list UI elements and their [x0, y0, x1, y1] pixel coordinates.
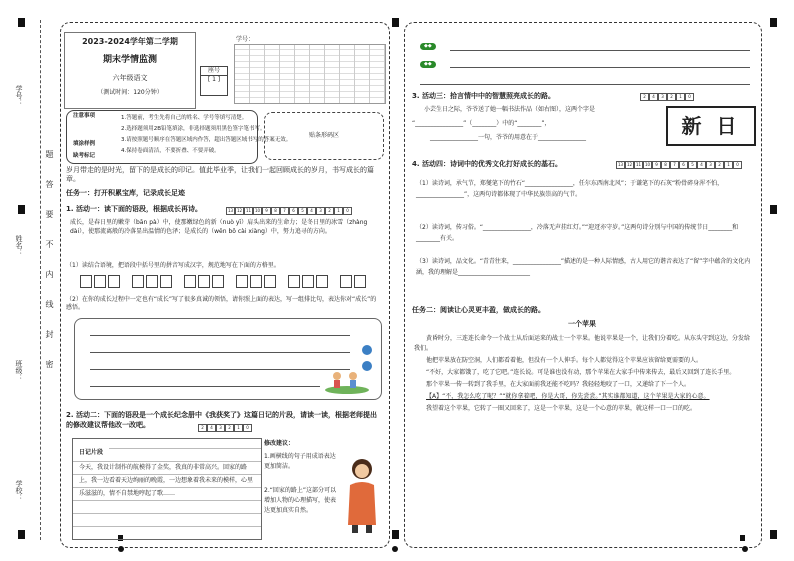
score-cell[interactable]: 8	[271, 207, 280, 215]
answer-cell[interactable]	[340, 275, 352, 288]
story-body	[414, 334, 752, 414]
exam-year-title: 2023-2024学年第二学期	[82, 37, 178, 46]
diary-text: 今天，我设计制作的航模得了金奖，我真的非常高兴。回家的路上，我一边看着天边绚丽的晚霞，一边想象着我未来的模样，心里乐滋滋的，情不自禁地哼起了歌……	[79, 464, 254, 497]
teacher-illustration	[342, 455, 382, 535]
score-cell[interactable]: 2	[325, 207, 334, 215]
score-cell[interactable]: 13	[617, 162, 624, 167]
calligraphy-text: 新 日	[681, 114, 741, 138]
score-cell[interactable]: 13	[227, 208, 234, 213]
q4-part-3: （3）读诗词，品文化。“青青往来，________________”描述的是一种人际情感，古人用它的谐音表达了“留”字中蕴含的文化内涵，我的理解是________________________	[416, 258, 751, 276]
example-label: 填涂样例	[73, 141, 96, 147]
story-paragraph: 他把苹果放在防空洞，人们都看着他，但没有一个人伸手。每个人都觉得这个苹果应该留给更需要的人。	[426, 357, 703, 364]
advice-2: 2.“回家的路上”这部分可以增加人物的心理描写，使表达更加真实自然。	[264, 487, 337, 514]
q1-score-strip[interactable]	[226, 207, 352, 215]
answer-cell[interactable]	[146, 275, 158, 288]
score-cell[interactable]: 5	[688, 161, 697, 169]
seat-box	[200, 66, 228, 96]
answer-cell[interactable]	[212, 275, 224, 288]
answer-cell[interactable]	[108, 275, 120, 288]
q3-text-3: ________________一句，爷爷的用意在于________________	[430, 134, 587, 141]
alignment-mark	[18, 530, 25, 539]
page-dot	[742, 546, 748, 552]
seal-label-5: 内	[45, 270, 54, 280]
answer-cell[interactable]	[288, 275, 300, 288]
answer-cell[interactable]	[302, 275, 314, 288]
alignment-mark	[770, 205, 777, 214]
score-cell[interactable]: 2	[715, 161, 724, 169]
task2-heading: 任务二：阅读让心灵更丰盈，做成长的路。	[412, 306, 545, 314]
score-cell[interactable]: 7	[670, 161, 679, 169]
alignment-mark	[770, 18, 777, 27]
score-cell[interactable]: 4	[697, 161, 706, 169]
id-grid-label: 学号：	[236, 36, 255, 43]
task1-heading: 任务一：打开积累宝库，记录成长足迹	[66, 189, 185, 197]
seal-label-4: 不	[45, 240, 54, 250]
score-cell[interactable]: 3	[316, 207, 325, 215]
q4-label: 4. 活动四：诗词中的优秀文化打好成长的基石。	[412, 160, 562, 168]
calligraphy-artwork	[666, 106, 756, 146]
badge-icon: ◆◆	[420, 43, 436, 50]
score-cell[interactable]: 0	[243, 424, 252, 432]
diary-answer-box[interactable]	[72, 438, 262, 540]
score-cell[interactable]: 11	[245, 208, 252, 213]
score-cell[interactable]: 10	[254, 208, 261, 213]
seal-label-1: 题	[45, 150, 54, 160]
seal-label-2: 答	[45, 180, 54, 190]
answer-cell[interactable]	[264, 275, 276, 288]
q1-sub1: （1）读结合语境，把语段中括号里的拼音写成汉字，规范地写在下面的方格里。	[66, 262, 280, 269]
q1-sub2: （2）在你的成长过程中一定也有“成长”写了很多真诚的领悟，请你照上面的表达，写一组排比句，表达你对“成长”的感悟。	[66, 296, 377, 311]
q4-score-strip[interactable]	[616, 161, 742, 169]
answer-cell[interactable]	[236, 275, 248, 288]
score-cell[interactable]: 10	[644, 162, 651, 167]
notes-box	[66, 110, 292, 164]
right-top-badges	[420, 42, 439, 50]
pinyin-answer-grid[interactable]	[80, 275, 366, 288]
score-cell[interactable]: 6	[289, 207, 298, 215]
alignment-mark	[18, 18, 25, 27]
answer-line[interactable]	[90, 352, 350, 353]
score-cell[interactable]: 4	[207, 424, 216, 432]
score-cell[interactable]: 0	[733, 161, 742, 169]
barcode-area	[264, 112, 384, 160]
class-label: 班级：	[15, 360, 23, 381]
story-paragraph: 我望着这个苹果，它转了一圈又回来了，这是一个苹果，这是一个心意的苹果，就这样一口一口的吃。	[426, 405, 697, 412]
score-cell[interactable]: 2	[640, 93, 649, 101]
seal-label-8: 密	[45, 360, 54, 370]
answer-line[interactable]	[90, 335, 350, 336]
score-cell[interactable]: 0	[343, 207, 352, 215]
alignment-mark	[392, 18, 399, 27]
badge-icon: ◆◆	[420, 61, 436, 68]
binding-dashed-line	[40, 20, 41, 540]
notes-title: 注意事项	[73, 113, 96, 119]
answer-cell[interactable]	[184, 275, 196, 288]
children-illustration	[325, 340, 375, 395]
q2-score-strip[interactable]	[198, 424, 252, 432]
alignment-mark	[770, 530, 777, 539]
advice-1: 1.画横线的句子用成语表达更加简洁。	[264, 453, 336, 470]
score-cell[interactable]: 4	[307, 207, 316, 215]
answer-cell[interactable]	[132, 275, 144, 288]
q3-text-2: “________________”（________）中的“________”，	[412, 120, 551, 127]
score-cell[interactable]: 2	[198, 424, 207, 432]
seat-label: 座号	[207, 67, 220, 74]
score-cell[interactable]: 1	[724, 161, 733, 169]
answer-cell[interactable]	[94, 275, 106, 288]
id-grid[interactable]	[234, 44, 386, 104]
score-cell[interactable]: 3	[706, 161, 715, 169]
story-paragraph: 黄昏时分，三连连长命令一个战士从后面运来的战士一个苹果。他说苹果是一个，让我们分着吃。从东头守到这边，分发给我们。	[414, 335, 751, 352]
story-paragraph-underlined: 【A】“不，我怎么吃了呢？”“就你拿着吧，你是大哥，你先尝尝。”其实谁都知道，这个苹果是大家的心意。	[426, 393, 710, 400]
page-dot	[118, 546, 124, 552]
answer-cell[interactable]	[160, 275, 172, 288]
score-cell[interactable]: 4	[649, 93, 658, 101]
school-label: 学校：	[15, 480, 23, 501]
q2-label: 2. 活动二：下面的语段是一个成长纪念册中《我获奖了》这篇日记的片段，请读一读，根据老师提出的修改建议帮他改一改吧。	[66, 411, 377, 429]
score-cell[interactable]: 2	[667, 93, 676, 101]
answer-line[interactable]	[90, 369, 350, 370]
intro-text: 岁月带走的是时光，留下的是成长的印记。值此毕业季，让我们一起回顾成长的岁月，书写成长的篇章。	[66, 166, 374, 183]
story-paragraph: “不好，大家都饿了，吃了它吧。”连长说。可是谁也没有动，那个苹果在大家手中传来传去，最后又回到了连长手里。	[426, 369, 736, 376]
score-cell[interactable]: 3	[216, 424, 225, 432]
note-line-1: 1.答题前，考生先将自己的姓名、学号等填写清楚。	[121, 115, 248, 121]
seal-label-3: 要	[45, 210, 54, 220]
q4-part-1: （1）读诗词，承气节，郑燮笔下的竹石“________________，任尔东西南北风”；于谦笔下的石灰“粉骨碎身浑不怕，________________”，这两句诗都体现了中华民族崇高的气节。	[416, 180, 724, 198]
q3-label: 3. 活动三：拾言情中中的智慧照亮成长的路。	[412, 92, 555, 100]
answer-line[interactable]	[420, 84, 750, 85]
score-cell[interactable]: 6	[679, 161, 688, 169]
note-line-2: 2.选择题须用2B铅笔填涂，非选择题须用黑色签字笔书写。	[121, 126, 266, 132]
score-cell[interactable]: 7	[280, 207, 289, 215]
score-cell[interactable]: 0	[685, 93, 694, 101]
diary-title: 日记片段	[73, 447, 109, 459]
score-cell[interactable]: 9	[262, 207, 271, 215]
answer-cell[interactable]	[354, 275, 366, 288]
score-cell[interactable]: 5	[298, 207, 307, 215]
right-top-badges-2	[420, 60, 439, 68]
barcode-label: 贴条形码区	[308, 132, 339, 139]
answer-cell[interactable]	[250, 275, 262, 288]
time-label: （测试时间：120分钟）	[97, 89, 163, 96]
score-cell[interactable]: 9	[652, 161, 661, 169]
subject-label: 六年级语文	[112, 74, 148, 82]
score-cell[interactable]: 12	[236, 208, 243, 213]
q3-score-strip[interactable]	[640, 93, 694, 101]
answer-line[interactable]	[450, 50, 750, 51]
answer-line[interactable]	[90, 386, 320, 387]
advice-title: 修改建议：	[264, 440, 295, 447]
story-title: 一个苹果	[568, 320, 596, 328]
score-cell[interactable]: 8	[661, 161, 670, 169]
score-cell[interactable]: 1	[676, 93, 685, 101]
seat-value: [ 1 ]	[201, 75, 227, 84]
answer-cell[interactable]	[80, 275, 92, 288]
story-paragraph: 那个苹果一传一转到了我手里，在大家面前我还能不吃吗？我轻轻地咬了一口，又递给了下一个人。	[426, 381, 691, 388]
seal-label-7: 封	[45, 330, 54, 340]
answer-cell[interactable]	[316, 275, 328, 288]
answer-cell[interactable]	[198, 275, 210, 288]
title-block	[64, 32, 196, 109]
note-line-4: 4.保持卷面清洁，不要折叠、不要弄破。	[121, 148, 220, 154]
name-label: 姓名：	[15, 235, 23, 256]
q1-label: 1. 活动一：读下面的语段，根据成长再诗。	[66, 205, 202, 213]
exam-title: 期末学情监测	[102, 55, 157, 65]
alignment-mark	[392, 530, 399, 539]
q1-passage: 成长，是春日里的嫩芽（bān pà）中，使那嫩绿色的新（nuò yī）肩头出来的生命力；是冬日里的冰雪（zhàng dài），使那流离般的冷落显出温情的色泽；是成长的（wěn bō cài xiàng）中，努力追寻的方向。	[70, 219, 368, 235]
absent-label: 缺考标记	[73, 153, 96, 159]
score-cell[interactable]: 2	[225, 424, 234, 432]
q4-part-2: （2）读诗词，传习俗。“________________，冷落无声挂红灯。”“迎迓亦守岁。”这两句诗分别与中国的传统节日________和________有关。	[416, 224, 739, 242]
score-cell[interactable]: 3	[658, 93, 667, 101]
note-line-3: 3.请按照题号顺序在答题区域内作答，超出答题区域书写的答案无效。	[121, 137, 292, 143]
score-cell[interactable]: 11	[635, 162, 642, 167]
score-cell[interactable]: 1	[234, 424, 243, 432]
alignment-mark	[18, 205, 25, 214]
student-id-label: 学号：	[15, 85, 23, 106]
answer-line[interactable]	[450, 67, 750, 68]
score-cell[interactable]: 1	[334, 207, 343, 215]
seal-label-6: 线	[45, 300, 54, 310]
q3-text-1: 小芸生日之际，爷爷送了她一幅书法作品（如右图），这两个字是	[424, 106, 596, 113]
page-dot	[392, 546, 398, 552]
score-cell[interactable]: 12	[626, 162, 633, 167]
